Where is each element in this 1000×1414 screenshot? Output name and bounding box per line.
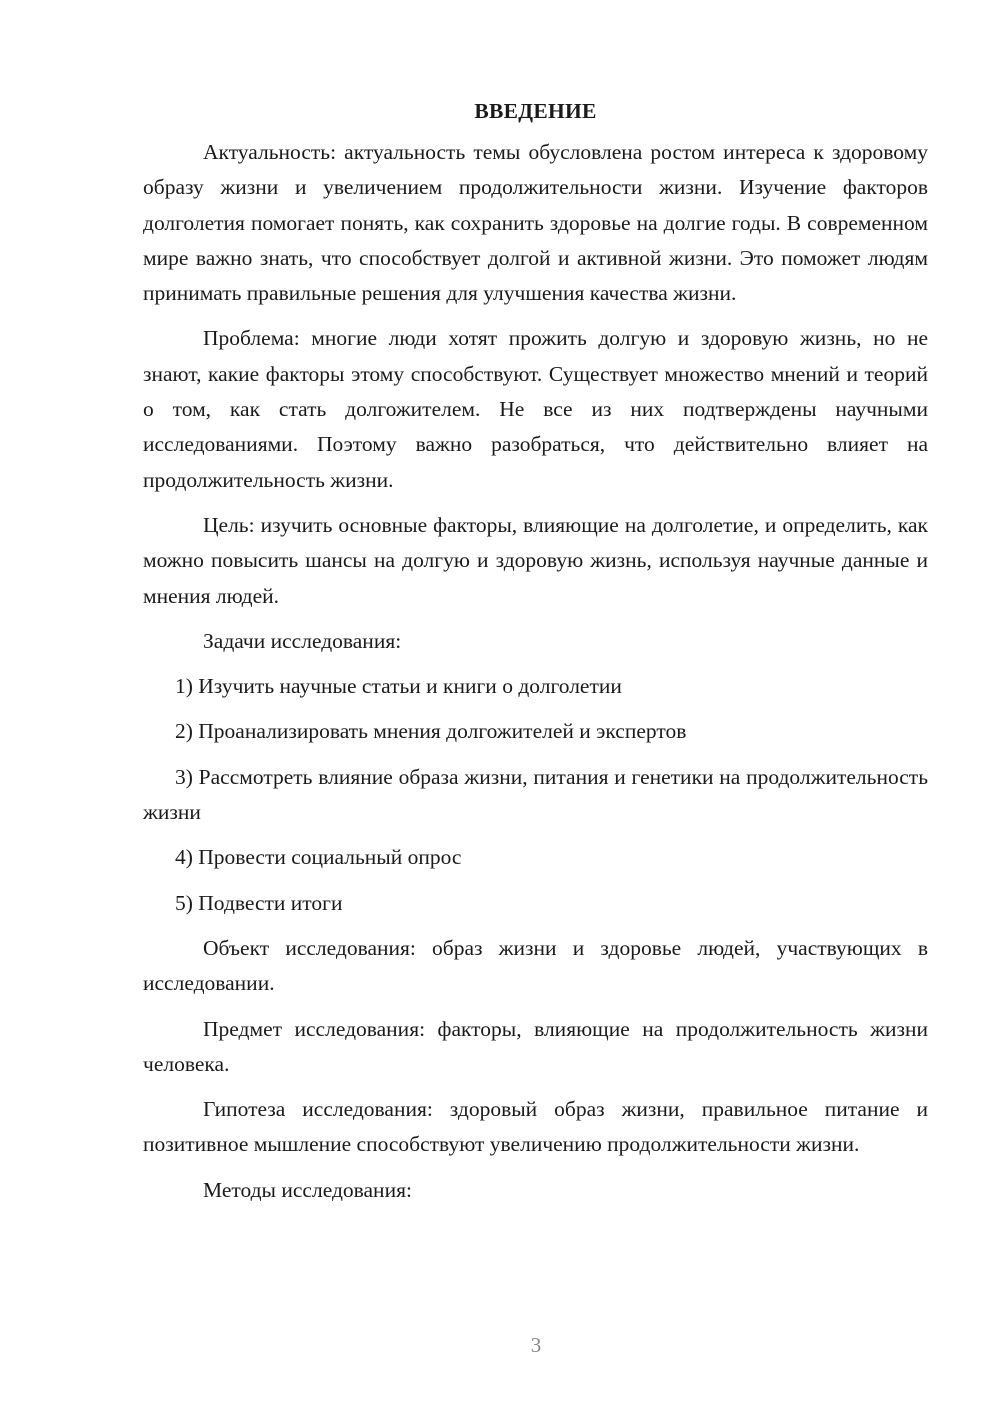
subject-paragraph: Предмет исследования: факторы, влияющие на продолжительность жизни человека. — [143, 1016, 928, 1076]
problem-paragraph: Проблема: многие люди хотят прожить долгую и здоровую жизнь, но не знают, какие факторы этому способствуют. Существует множество мнений и теорий о том, как стать долгожителем. Не все из них подтверждены научными исследованиями. Поэтому важно разобраться, что действительно влияет на продолжительность жизни. — [143, 326, 928, 492]
document-page — [143, 96, 928, 1218]
task-item: 3) Рассмотреть влияние образа жизни, питания и генетики на продолжительность жизни — [143, 764, 928, 825]
relevance-paragraph: Актуальность: актуальность темы обусловлена ростом интереса к здоровому образу жизни и увеличением продолжительности жизни. Изучение факторов долголетия помогает понять, как сохранить здоровье на долгие годы. В современном мире важно знать, что способствует долгой и активной жизни. Это поможет людям принимать правильные решения для улучшения качества жизни. — [143, 140, 928, 306]
task-item: 5) Подвести итоги — [175, 890, 343, 915]
goal-paragraph: Цель: изучить основные факторы, влияющие на долголетие, и определить, как можно повысить шансы на долгую и здоровую жизнь, используя научные данные и мнения людей. — [143, 512, 928, 608]
hypothesis-paragraph: Гипотеза исследования: здоровый образ жизни, правильное питание и позитивное мышление способствуют увеличению продолжительности жизни. — [143, 1097, 928, 1157]
page-number: 3 — [530, 1333, 542, 1357]
methods-heading: Методы исследования: — [203, 1177, 412, 1202]
object-paragraph: Объект исследования: образ жизни и здоровье людей, участвующих в исследовании. — [143, 935, 928, 996]
tasks-heading: Задачи исследования: — [203, 628, 402, 653]
task-item: 4) Провести социальный опрос — [175, 845, 462, 870]
task-item: 2) Проанализировать мнения долгожителей и экспертов — [175, 719, 687, 744]
section-title: ВВЕДЕНИЕ — [474, 99, 597, 123]
task-item: 1) Изучить научные статьи и книги о долголетии — [175, 674, 622, 699]
